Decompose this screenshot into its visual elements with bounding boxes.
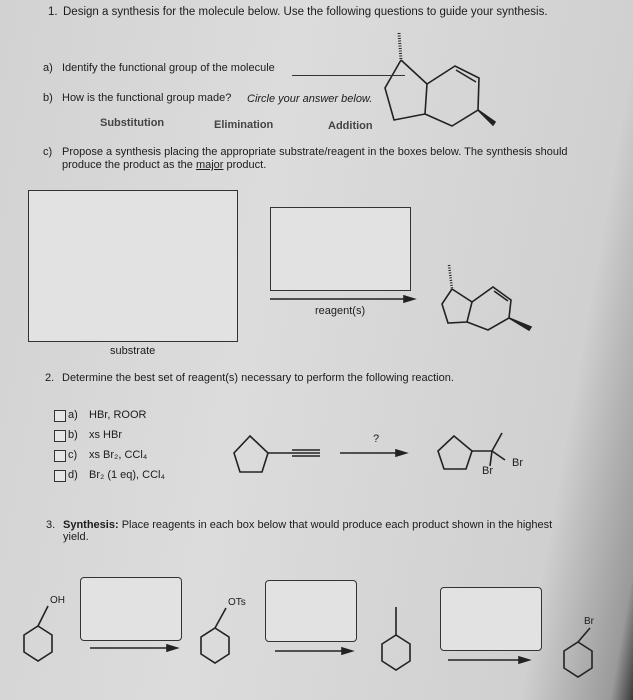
q1-prompt: Design a synthesis for the molecule below. Use the following questions to guide your synthesis. bbox=[63, 6, 548, 18]
q1a-label: a) bbox=[43, 62, 53, 74]
ots-label: OTs bbox=[228, 597, 246, 608]
q1c-major: major bbox=[195, 159, 224, 171]
option-b-label: b) bbox=[68, 429, 78, 441]
q1c-line2-post: product. bbox=[223, 159, 267, 171]
choice-substitution[interactable]: Substitution bbox=[100, 117, 165, 129]
q1c-line1: Propose a synthesis placing the appropriate substrate/reagent in the boxes below. The synthesis should bbox=[62, 146, 568, 158]
q3-title: Synthesis: bbox=[63, 519, 119, 531]
choice-elimination[interactable]: Elimination bbox=[214, 119, 274, 131]
q1b-instruction: Circle your answer below. bbox=[247, 93, 373, 105]
product-br-1: Br bbox=[482, 465, 493, 477]
q1b-label: b) bbox=[43, 92, 53, 104]
option-d-label: d) bbox=[68, 469, 78, 481]
q1a-text: Identify the functional group of the molecule bbox=[62, 62, 275, 74]
product-br-2: Br bbox=[512, 457, 523, 469]
q3-prompt-line2: yield. bbox=[63, 531, 89, 543]
option-c-text: xs Br₂, CCl₄ bbox=[89, 449, 148, 461]
q3-prompt-text: Place reagents in each box below that would produce each product shown in the highest bbox=[118, 519, 553, 531]
substrate-label: substrate bbox=[110, 345, 156, 357]
q2-arrow-label: ? bbox=[373, 433, 380, 445]
q2-number: 2. bbox=[45, 372, 55, 384]
q1c-label: c) bbox=[43, 146, 53, 158]
option-a-text: HBr, ROOR bbox=[89, 409, 147, 421]
option-a-label: a) bbox=[68, 409, 78, 421]
q3-number: 3. bbox=[46, 519, 56, 531]
option-c-label: c) bbox=[68, 449, 78, 461]
choice-addition[interactable]: Addition bbox=[328, 120, 373, 132]
oh-label: OH bbox=[50, 595, 65, 606]
q1b-text: How is the functional group made? bbox=[62, 92, 232, 104]
option-d-text: Br₂ (1 eq), CCl₄ bbox=[89, 469, 165, 481]
br-label: Br bbox=[584, 616, 594, 627]
q2-prompt: Determine the best set of reagent(s) necessary to perform the following reaction. bbox=[62, 372, 454, 384]
q1-number: 1. bbox=[48, 6, 58, 18]
reagent-label: reagent(s) bbox=[315, 305, 366, 317]
option-b-text: xs HBr bbox=[89, 429, 122, 441]
q1c-line2-pre: produce the product as the bbox=[62, 159, 196, 171]
